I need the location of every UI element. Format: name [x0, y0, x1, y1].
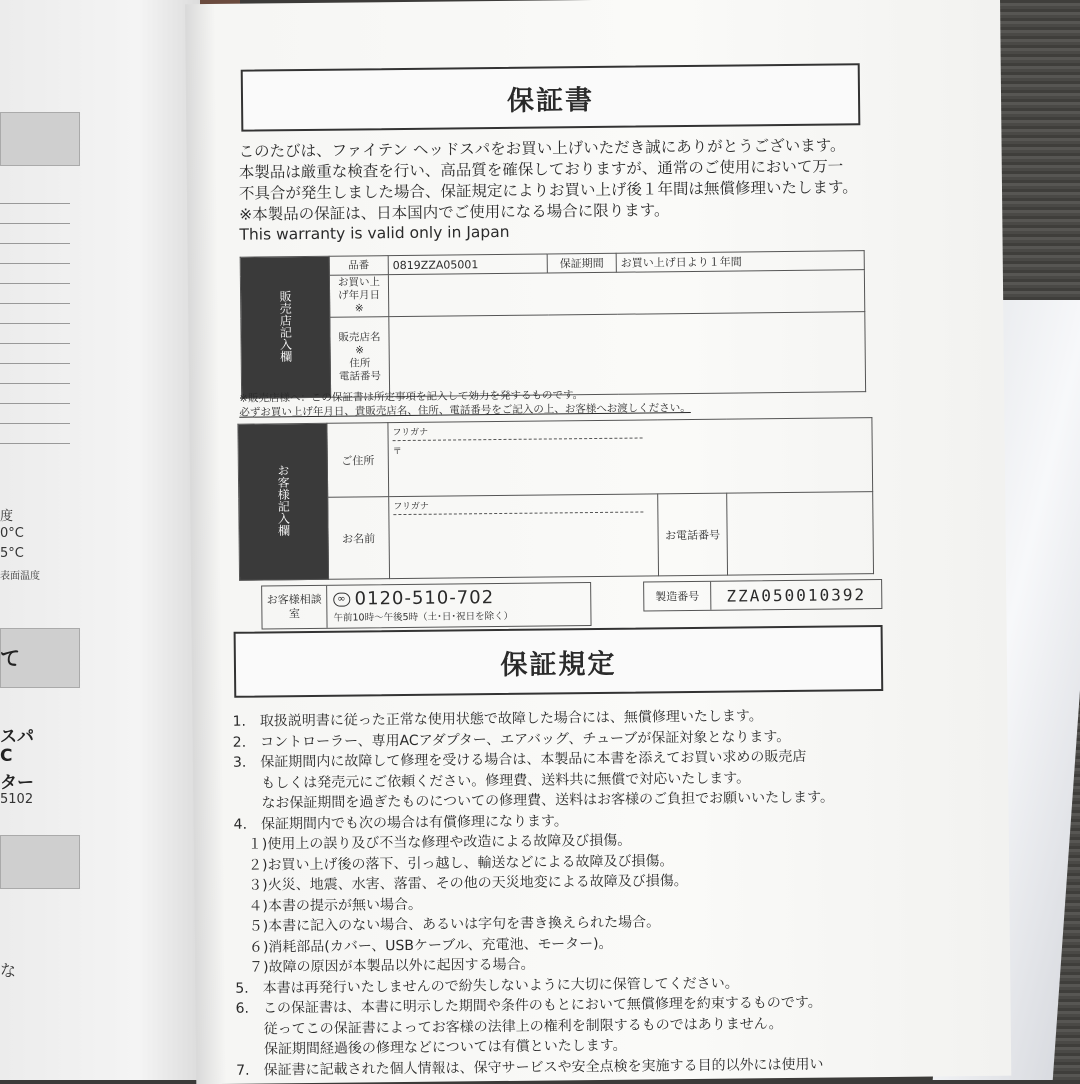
customer-name-label: お名前 — [328, 497, 390, 580]
free-dial-icon: ∞ — [333, 592, 350, 606]
rule-line: 6. この保証書は、本書に明示した期間や条件のもとにおいて無償修理を約束するものです。 — [235, 994, 822, 1017]
dealer-entry-table — [240, 250, 866, 399]
rule-line: 3. 保証期間内に故障して修理を受ける場合は、本製品に本書を添えてお買い求めの販売店 — [232, 748, 807, 771]
left-big-char: て — [0, 646, 20, 670]
intro-line: ※本製品の保証は、日本国内でご使用になる場合に限ります。 — [239, 201, 670, 224]
left-temp-1: 0°C — [0, 526, 24, 541]
customer-side-label — [238, 423, 329, 580]
store-info-labels — [330, 317, 390, 398]
left-page-table-row — [0, 425, 70, 444]
left-page-table-row — [0, 225, 70, 244]
rule-line: ４)本書の提示が無い場合。 — [234, 896, 423, 915]
left-side-line-3: ター — [0, 773, 34, 793]
customer-phone-field[interactable] — [727, 492, 874, 576]
left-page-table-row — [0, 385, 70, 404]
rule-line: ３)火災、地震、水害、落雷、その他の天災地変による故障及び損傷。 — [234, 873, 688, 894]
warranty-rules-list — [232, 705, 916, 1081]
rule-line: 4. 保証期間内でも次の場合は有償修理になります。 — [233, 812, 568, 833]
store-info-field[interactable] — [389, 312, 866, 397]
customer-address-field[interactable] — [388, 418, 873, 497]
rule-line: ６)消耗部品(カバー、USBケーブル、充電池、モーター)。 — [234, 935, 613, 956]
store-phone-label: 電話番号 — [338, 369, 381, 383]
left-page-table-row — [0, 265, 70, 284]
purchase-date-label: お買い上げ年月日※ — [329, 275, 388, 318]
left-side-line-2: C — [0, 746, 13, 766]
rule-line: ５)本書に記入のない場合、あるいは字句を書き換えられた場合。 — [234, 914, 661, 935]
intro-line: このたびは、ファイテン ヘッドスパをお買い上げいただき誠にありがとうございます。 — [238, 136, 846, 161]
rule-line: 保証期間経過後の修理などについては有償といたします。 — [235, 1037, 627, 1058]
support-phone — [333, 586, 584, 610]
left-temp-note: 表面温度 — [0, 571, 40, 582]
warranty-page — [185, 0, 1011, 1084]
support-label: お客様相談室 — [262, 586, 327, 629]
rule-line: ７)故障の原因が本製品以外に起因する場合。 — [235, 956, 535, 976]
rules-title: 保証規定 — [234, 625, 884, 698]
support-info — [327, 583, 590, 628]
product-number-value: 0819ZZA05001 — [388, 254, 547, 275]
support-hours: 午前10時～午後5時（土･日･祝日を除く） — [333, 610, 514, 624]
left-bottom-char: な — [0, 961, 17, 980]
left-page-table-row — [0, 325, 70, 344]
warranty-title: 保証書 — [241, 63, 861, 131]
rule-line: もしくは発売元にご依頼ください。修理費、送料共に無償で対応いたします。 — [233, 769, 751, 792]
dealer-side-label — [240, 256, 330, 398]
serial-value: ZZA050010392 — [726, 584, 867, 606]
customer-side-label-text: お客様記入欄 — [275, 464, 291, 537]
product-number-label: 品番 — [329, 256, 388, 276]
left-page-section-band-2 — [0, 835, 80, 889]
left-page-table-row — [0, 345, 70, 364]
left-temp-header: 度 — [0, 509, 14, 524]
support-phone-number[interactable]: 0120-510-702 — [354, 587, 495, 610]
customer-address-label: ご住所 — [327, 423, 389, 498]
purchase-date-field[interactable] — [388, 270, 864, 317]
rule-line: 5. 本書は再発行いたしませんので紛失しないように大切に保管してください。 — [235, 975, 739, 997]
customer-phone-label: お電話番号 — [658, 493, 728, 576]
left-side-line-4: 5102 — [0, 792, 34, 807]
serial-number-box — [643, 579, 882, 612]
left-page-table-row — [0, 185, 70, 204]
dealer-side-label-text: 販売店記入欄 — [278, 289, 293, 362]
rule-line: 7. 保証書に記載された個人情報は、保守サービスや安全点検を実施する目的以外には使用い — [236, 1056, 824, 1079]
dealer-note-1: ※販売店様へ：この保証書は所定事項を記入して効力を発するものです。 — [239, 389, 584, 405]
rule-line: 1. 取扱説明書に従った正常な使用状態で故障した場合には、無償修理いたします。 — [232, 708, 763, 730]
dealer-notes — [239, 387, 691, 420]
left-page-table-row — [0, 305, 70, 324]
customer-support-box — [261, 582, 591, 629]
store-name-label: 販売店名※ — [338, 330, 381, 357]
address-furigana: フリガナ — [392, 423, 642, 442]
warranty-intro — [238, 135, 879, 226]
warranty-period-label: 保証期間 — [547, 253, 616, 273]
left-page-table-row — [0, 285, 70, 304]
left-page-table-row — [0, 205, 70, 224]
left-page-table-row — [0, 405, 70, 424]
intro-line: 不具合が発生しました場合、保証規定によりお買い上げ後１年間は無償修理いたします。 — [238, 178, 858, 203]
left-side-line-1: スパ — [0, 727, 34, 747]
intro-line: 本製品は厳重な検査を行い、高品質を確保しておりますが、通常のご使用において万一 — [238, 157, 844, 182]
warranty-period-value: お買い上げ日より１年間 — [616, 251, 864, 273]
rule-line: 2. コントローラー、専用ACアダプター、エアバッグ、チューブが保証対象となります。 — [232, 728, 791, 751]
left-page-header-band — [0, 112, 80, 166]
serial-label: 製造番号 — [644, 582, 711, 611]
store-address-label: 住所 — [349, 356, 371, 370]
name-furigana: フリガナ — [393, 496, 643, 515]
rule-line: なお保証期間を過ぎたものについての修理費、送料はお客様のご負担でお願いいたします。 — [233, 789, 835, 812]
left-temp-2: 5°C — [0, 546, 24, 561]
left-page-table-row — [0, 365, 70, 384]
rule-line: 従ってこの保証書によってお客様の法律上の権利を制限するものではありません。 — [235, 1015, 783, 1038]
rule-line: ２)お買い上げ後の落下、引っ越し、輸送などによる故障及び損傷。 — [233, 852, 674, 874]
customer-name-field[interactable] — [389, 494, 659, 579]
postal-mark: 〒 — [392, 447, 402, 458]
warranty-english-note: This warranty is valid only in Japan — [239, 222, 510, 244]
left-page-table-row — [0, 245, 70, 264]
left-page — [0, 0, 200, 1080]
customer-entry-table — [237, 417, 874, 581]
rule-line: １)使用上の誤り及び不当な修理や改造による故障及び損傷。 — [233, 832, 632, 853]
dealer-note-2-text: 必ずお買い上げ年月日、貴販売店名、住所、電話番号をご記入の上、お客様へお渡しください。 — [239, 401, 691, 419]
